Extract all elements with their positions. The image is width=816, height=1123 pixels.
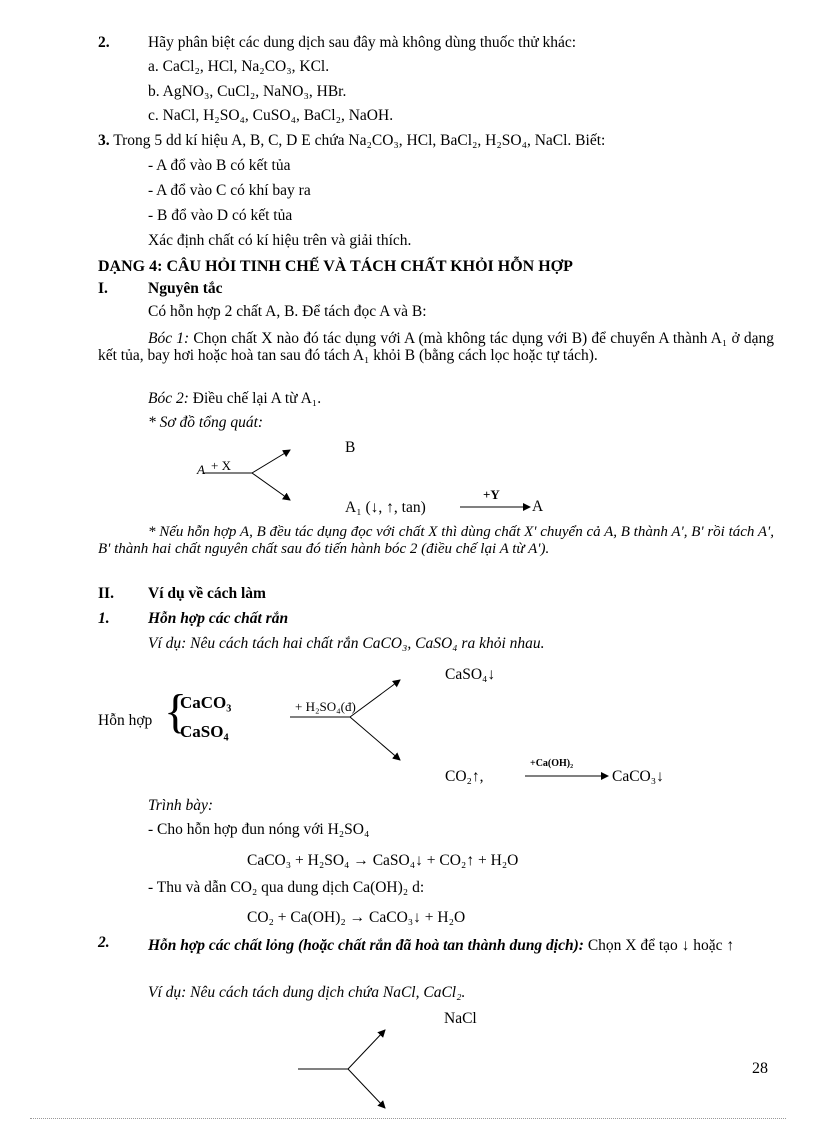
q3-line-2: - A đổ vào C có khí bay ra [148, 182, 311, 199]
q3-line-3: - B đổ vào D có kết tủa [148, 207, 293, 224]
q3-line-1: - A đổ vào B có kết tủa [148, 157, 291, 174]
scheme-bottom: A₁ (↓, ↑, tan) [345, 499, 426, 516]
equation-2: CO₂ + Ca(OH)₂ → CaCO₃↓ + H₂O [247, 909, 466, 926]
section1-number: I. [98, 280, 108, 297]
scheme-top: B [345, 439, 356, 456]
diag1-reagent: + H₂SO₄(đ) [295, 699, 356, 714]
q2-text: Hãy phân biệt các dung dịch sau đây mà không dùng thuốc thử khác: [148, 34, 577, 51]
section2-number: II. [98, 585, 114, 602]
diag2-top-arrow [348, 1030, 385, 1069]
diag1-result: CaCO₃↓ [612, 768, 664, 785]
diag2-top-product: NaCl [444, 1010, 477, 1027]
scheme-top-arrow [252, 450, 290, 473]
section1-title: Nguyên tắc [148, 280, 223, 297]
q3-text: Trong 5 dd kí hiệu A, B, C, D E chứa Na₂CO₃, HCl, BaCl₂, H₂SO₄, NaCl. Biết: [109, 132, 606, 149]
diag1-top-arrow [350, 680, 400, 717]
step1-text: Chọn chất X nào đó tác dụng với A (mà không tác dụng với B) để chuyển A thành A₁ ở dạng kết tủa, bay hơi hoặc hoà tan sau đó tách A₁ khỏi B (bằng cách lọc hoặc tự tách). [98, 330, 774, 364]
diag1-bottom-product: CO₂↑, [445, 768, 484, 785]
note-paragraph: * Nếu hỗn hợp A, B đều tác dụng đọc với chất X thì dùng chất X' chuyển cả A, B thành A', B' rồi tách A', B' thành hai chất nguyên chất sau đó tiến hành bóc 2 (điều chế lại A từ A'). [98, 524, 774, 557]
q2-item-c: c. NaCl, H₂SO₄, CuSO₄, BaCl₂, NaOH. [148, 107, 394, 124]
section2-title: Ví dụ về cách làm [148, 585, 266, 602]
q3-line-4: Xác định chất có kí hiệu trên và giải thích. [148, 232, 412, 249]
page-bottom-divider [30, 1118, 786, 1119]
scheme-label: * Sơ đồ tổng quát: [148, 414, 264, 431]
page-number: 28 [752, 1060, 768, 1077]
scheme-plus-x: + X [211, 458, 231, 473]
part1-title: Hỗn hợp các chất rắn [148, 610, 289, 627]
diag2-bottom-arrow [348, 1069, 385, 1108]
q2-item-b: b. AgNO₃, CuCl₂, NaNO₃, HBr. [148, 83, 347, 100]
diag1-reagent-2: +Ca(OH)₂ [530, 758, 574, 769]
diag1-compound-2: CaSO₄ [180, 722, 229, 741]
intro-text: Có hỗn hợp 2 chất A, B. Để tách đọc A và B: [148, 303, 427, 320]
brace-icon: { [164, 685, 188, 738]
trinh-bay-step-1: - Cho hỗn hợp đun nóng với H₂SO₄ [148, 821, 370, 838]
step2-label: Bóc 2: [148, 390, 189, 407]
part2-number: 2. [98, 934, 110, 951]
scheme-result: A [532, 498, 544, 515]
part2-title: Hỗn hợp các chất lỏng (hoặc chất rắn đã hoà tan thành dung dịch): [148, 937, 584, 954]
scheme-left: A [197, 462, 205, 477]
trinh-bay-step-2: - Thu và dẫn CO₂ qua dung dịch Ca(OH)₂ d: [148, 879, 425, 896]
diag1-compound-1: CaCO₃ [180, 693, 232, 712]
q2-number: 2. [98, 34, 110, 51]
section-title: DẠNG 4: CÂU HỎI TINH CHẾ VÀ TÁCH CHẤT KHỎI HỖN HỢP [98, 258, 573, 275]
scheme-bottom-arrow [252, 473, 290, 500]
step2-text: Điều chế lại A từ A₁. [188, 390, 322, 407]
equation-1: CaCO₃ + H₂SO₄ → CaSO₄↓ + CO₂↑ + H₂O [247, 852, 519, 869]
diag1-bottom-arrow [350, 717, 400, 760]
example1: Ví dụ: Nêu cách tách hai chất rắn CaCO₃, CaSO₄ ra khỏi nhau. [148, 635, 545, 652]
example2: Ví dụ: Nêu cách tách dung dịch chứa NaCl, CaCl₂. [148, 984, 466, 1001]
diag1-mix: Hỗn hợp [98, 712, 153, 729]
q2-item-a: a. CaCl₂, HCl, Na₂CO₃, KCl. [148, 58, 330, 75]
part2-paragraph [98, 934, 774, 957]
step1-label: Bóc 1: [148, 330, 190, 347]
q3-number: 3. [98, 132, 110, 149]
trinh-bay-label: Trình bày: [148, 797, 214, 814]
part2-text: Chọn X để tạo ↓ hoặc ↑ [583, 937, 735, 954]
scheme-plus-y: +Y [483, 487, 500, 502]
part1-number: 1. [98, 610, 110, 627]
diag1-top-product: CaSO₄↓ [445, 666, 496, 683]
